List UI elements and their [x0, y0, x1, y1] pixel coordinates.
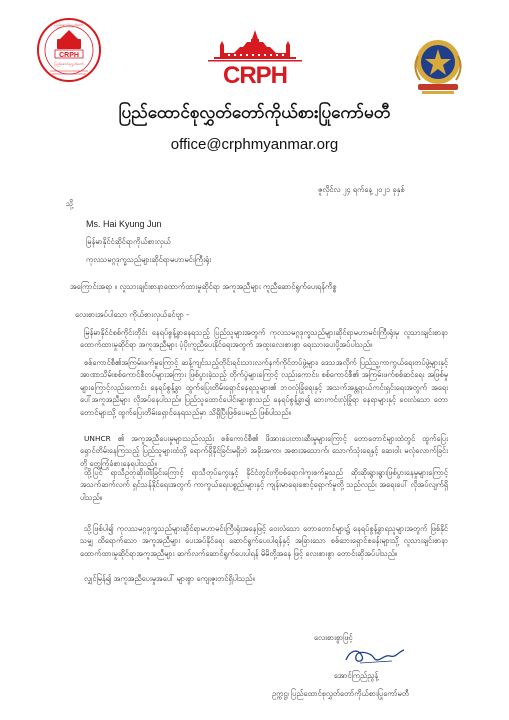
body-paragraph: မြန်မာနိုင်ငံစစ်ကိုင်းတိုင်း နေရပ်စွန့်ခွာနေရသည့် ပြည်သူများအတွက် ကုလသမဂ္ဂဒုက္ခသည်များဆိုင်ရာမဟာမင်းကြီးရုံးမှ လူသားချင်းစာနာထောက်ထားမှုဆိုင်ရာ အကူအညီများ ပံ့ပိုးကူညီပေးနိုင်ရေးအတွက် အထူးလေးစားစွာ ရေးသားပေးပို့အပ်ပါသည်။: [80, 328, 448, 350]
body-paragraph: UNHCR ၏ အကူအညီပေးမှုများသည်လည်း စစ်ကောင်စီ၏ ဖိအားပေးတားဆီးမှုများကြောင့် တောတောင်များထဲတွင် ထွက်ပြေးရှောင်တိမ်းနေကြသည့် ပြည်သူများထံသို့ ရောက်ရှိနိုင်ခြင်းမရှိဘဲ အခိုးအကာ၊ အစားအသောက်၊ သောက်သုံးရေနှင့် ဆေးဝါး မလုံလောက်ခြင်းတို့ တွေ့ကြုံခံစားနေရပါသည်။: [80, 434, 448, 468]
recipient-name: Ms. Hai Kyung Jun: [86, 219, 162, 229]
letter-subject: အကြောင်းအရာ ။ လူသားချင်းစာနာထောက်ထားမှုဆိုင်ရာ အကူအညီများ ကူညီဆောင်ရွက်ပေးရန်ကိစ္စ: [70, 282, 337, 291]
body-paragraph: စစ်ကောင်စီ၏အကြမ်းဖက်မှုကြောင့် ဆန့်ကျင်သည့်တိုင်းရင်းသားလက်နက်ကိုင်တပ်ဖွဲ့များ၊ ဒေသအလိုက် ပြည်သူ့ကာကွယ်ရေးတပ်ဖွဲ့များနှင့် အာဏာသိမ်းစစ်ကောင်စီတပ်များအကြား ဖြစ်ပွားခဲ့သည့် တိုက်ပွဲများကြောင့် လည်းကောင်း၊ စစ်ကောင်စီ၏ အကြမ်းဖက်စစ်ဆင်ရေး အဖြစ်မှုများကြောင့်လည်းကောင်း နေရပ်စွန့်ခွာ ထွက်ပြေးတိမ်းရှောင်နေရသူများ၏ ဘဝလုံခြုံရေးနှင့် အသက်အန္တရာယ်ကင်းရှင်းရေးအတွက် အရေးပေါ်အကူအညီများ လိုအပ်နေပါသည်။ ပြည်သူထောင်ပေါင်းများစွာသည် နေရပ်စွန့်ခွာ၍ ဘေးကင်းလုံခြုံရာ နေရာများနှင့် ဝေးလံသော တောတောင်များသို့ ထွက်ပြေးတိမ်းရှောင်နေရသည်မှာ သိရှိပြီးဖြစ်ပေမည် ဖြစ်ပါသည်။: [80, 358, 448, 417]
recipient-office: ကုလသမဂ္ဂဒုက္ခသည်များဆိုင်ရာမဟာမင်းကြီးရုံး: [86, 255, 212, 264]
seal-inner-label: CRPH: [59, 52, 79, 59]
closing: လေးစားစွာဖြင့်: [314, 633, 353, 642]
seal-ring-text-top: ပြည်ထောင်စုလွှတ်တော်: [54, 23, 84, 27]
handwritten-signature: [340, 644, 410, 668]
recipient-organization: မြန်မာနိုင်ငံဆိုင်ရာကိုယ်စားလှယ်: [86, 237, 171, 246]
signer-role: ဥက္ကဋ္ဌ၊ ပြည်ထောင်စုလွှတ်တော်ကိုယ်စားပြုကော်မတီ: [272, 689, 409, 698]
state-emblem-logo: [410, 34, 466, 96]
seal-ring-text-bottom: ပြည်ထောင်စုလွှတ်တော်: [54, 62, 84, 66]
salutation: လေးစားအပ်ပါသော ကိုယ်စားလှယ်ခင်ဗျာ -: [75, 310, 189, 319]
to-label: သို့: [66, 199, 74, 208]
body-paragraph: ထို့ပြင် ရာသီဥတုဆိုးဝါးခြင်းကြောင့် ရာသီတုပ်ကွေးနှင့် နိုင်ငံတွင်းကိုဗစ်ရောဂါကူးစက်မှုသည် ဆိုးဆိုးရွားရွားဖြစ်ပွားနေမှုများကြောင့် အသက်ဆက်လက် ရှင်သန်နိုင်ရေးအတွက် ကာကွယ်ရေးပစ္စည်းများနှင့် ကျန်းမာရေးစောင့်ရှောက်မှုတို့ သည်လည်း အရေးပေါ် လိုအပ်လျက်ရှိပါသည်။: [80, 468, 448, 502]
body-paragraph: သို့ဖြစ်ပါ၍ ကုလသမဂ္ဂဒုက္ခသည်များဆိုင်ရာမဟာမင်းကြီးရုံးအနေဖြင့် ဝေးလံသော တောတောင်များ၌ နေရပ်စွန့်ခွာရသူများအတွက် ဖြစ်နိုင်သမျှ ထိရောက်သော အကူအညီများ ပေးအပ်နိုင်ရေး ဆောင်ရွက်ပေးပါရန်နှင့် အခြားသော စစ်ဘေးရှောင်စခန်းများသို့ လူသားချင်းစာနာထောက်ထားမှုဆိုင်ရာအကူအညီများ ဆက်လက်ဆောင်ရွက်ပေးပါရန် မိမိတို့အနေ ဖြင့် လေးစားစွာ တောင်းဆိုအပ်ပါသည်။: [80, 524, 448, 558]
crph-seal-logo: [36, 17, 102, 83]
crph-wordmark: CRPH: [222, 62, 287, 89]
letter-date: ဇူလိုင်လ ၂၄ ရက်နေ့ ၂၀၂၁ ခုနှစ်: [318, 185, 405, 194]
contact-email: office@crphmyanmar.org: [170, 136, 339, 153]
signer-name: အောင်ကြည်ညွန့်: [334, 671, 379, 680]
organization-title: ပြည်ထောင်စုလွှတ်တော်ကိုယ်စားပြုကော်မတီ: [118, 103, 391, 123]
body-paragraph: လျှင်မြန်၍ အကူအညီပေးမှုအပေါ် များစွာ ကျေးဇူးတင်ရှိပါသည်။: [84, 574, 255, 583]
